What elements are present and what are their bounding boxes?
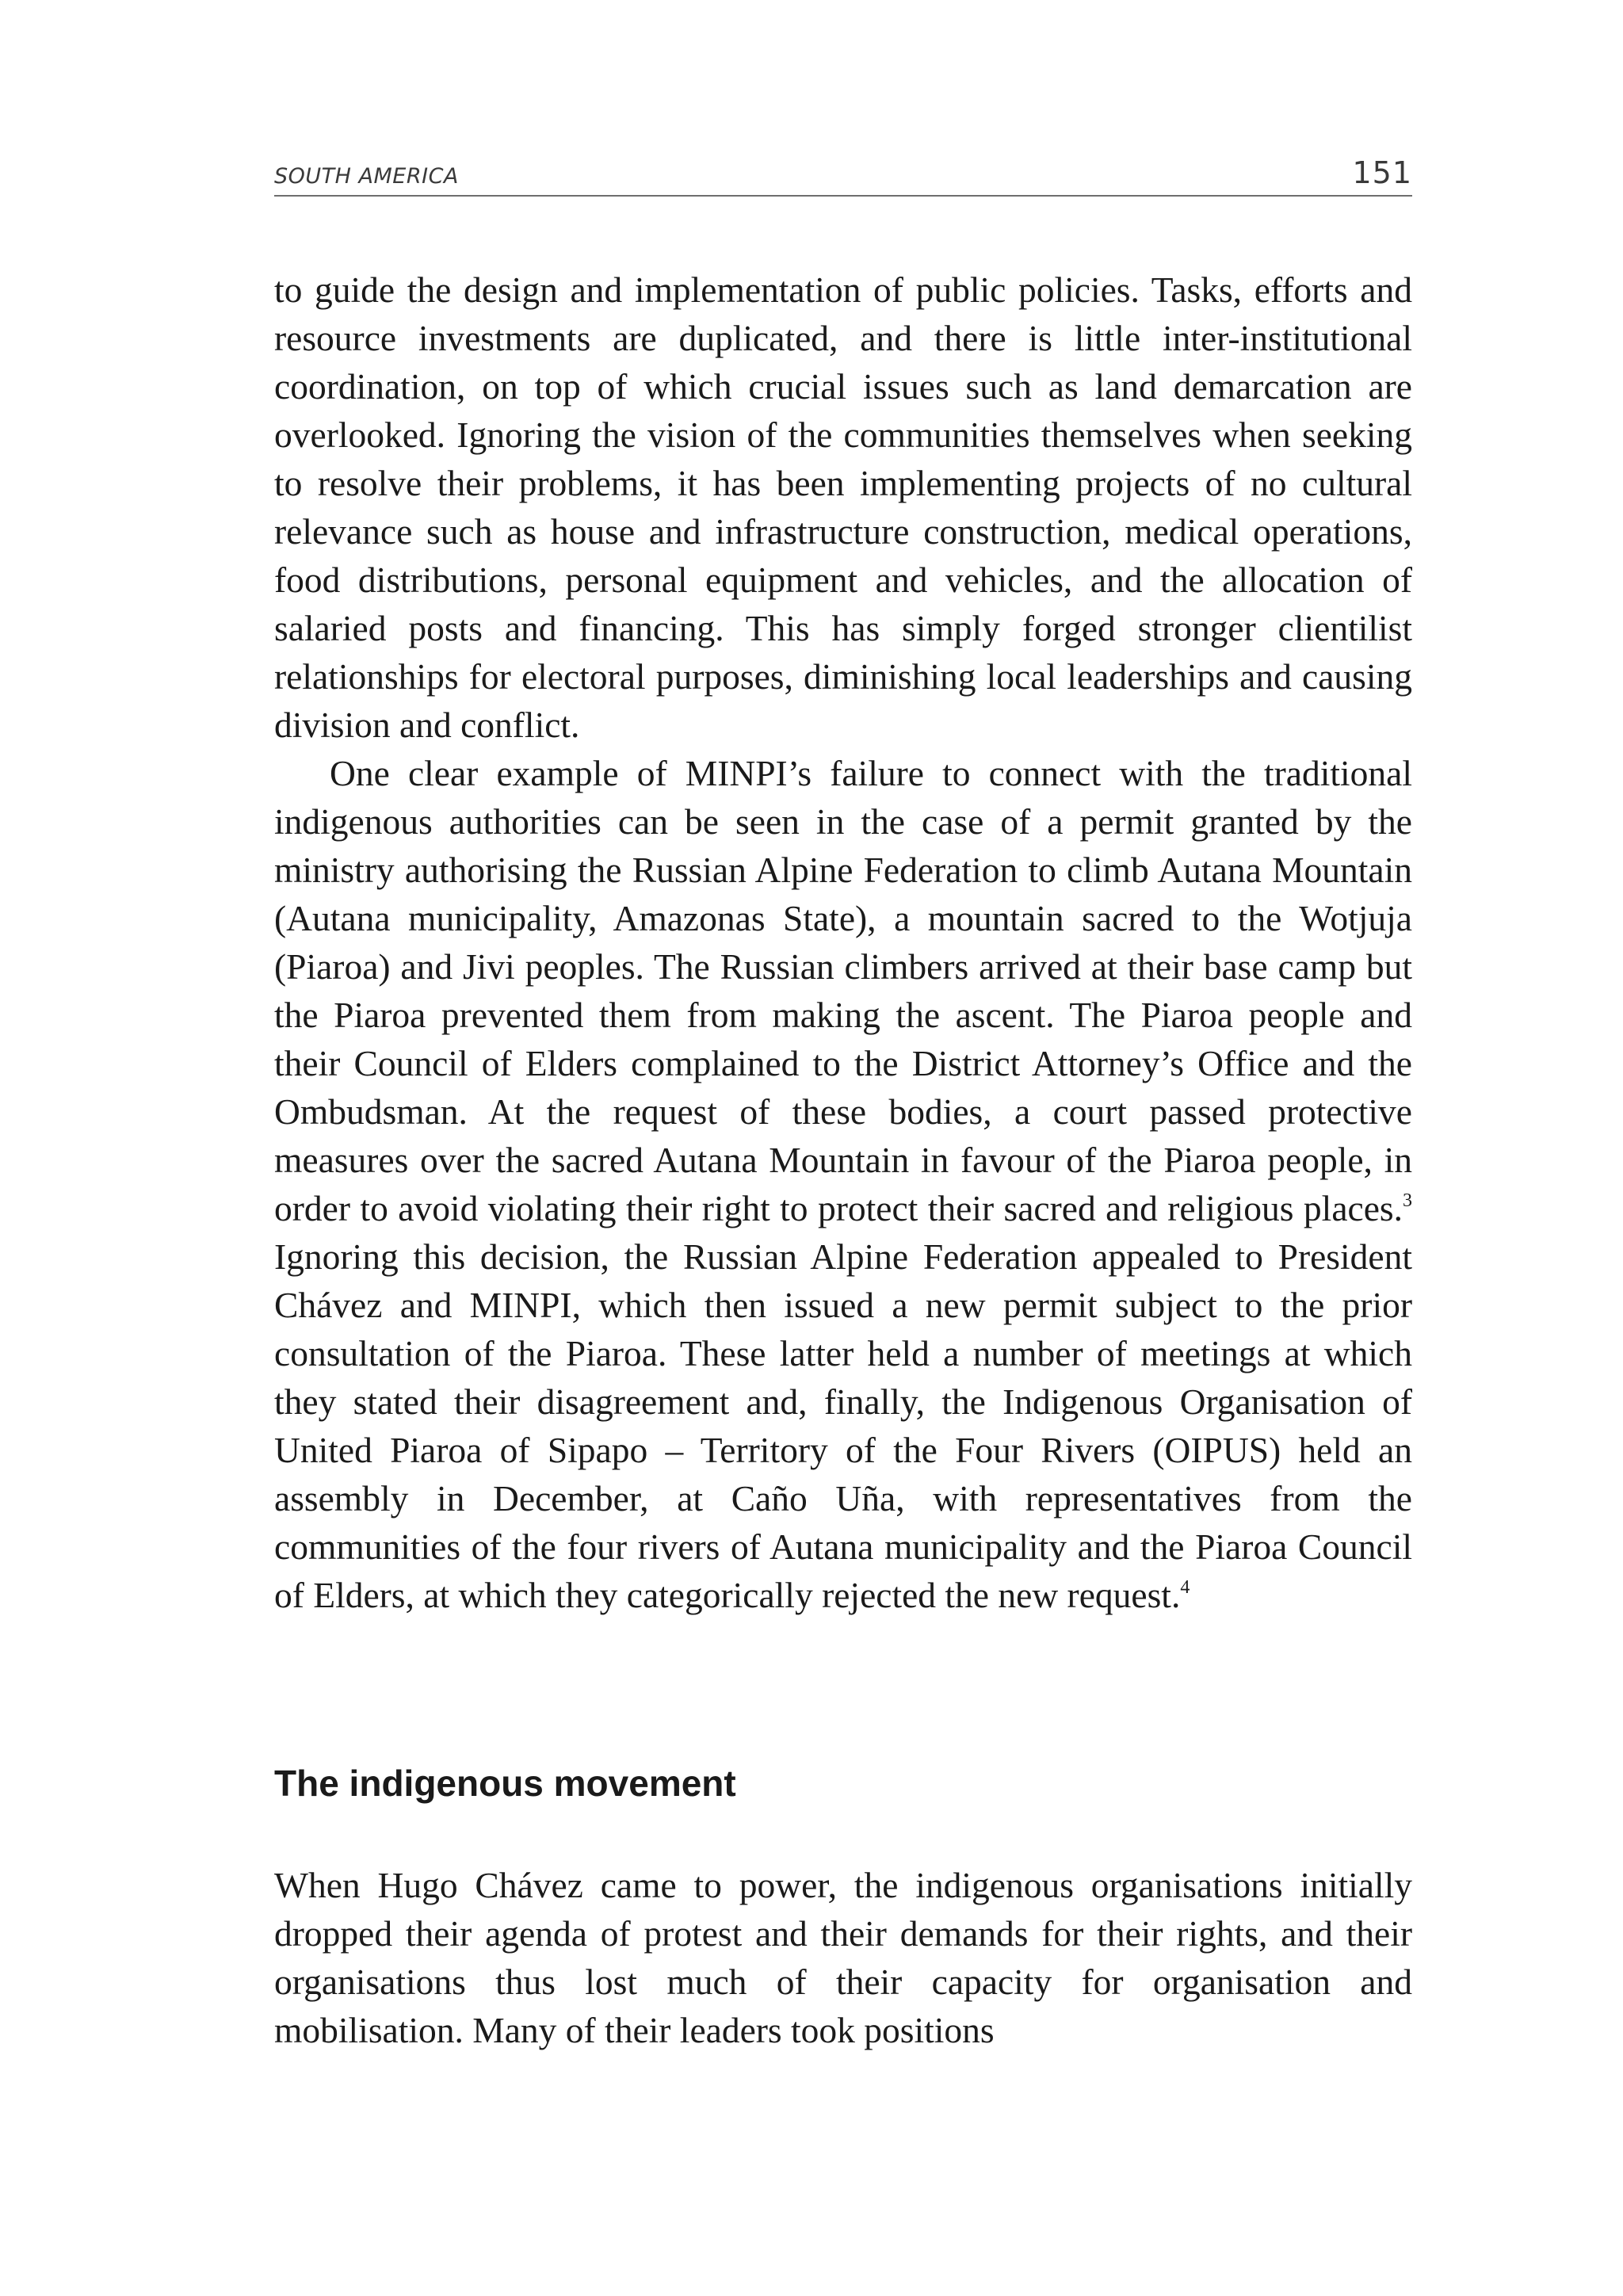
page-number: 151 [1352, 155, 1412, 190]
paragraph-text-part: One clear example of MINPI’s failure to connect with the traditional indigenous authorities can be seen in the case of a permit granted by the ministry authorising the Russian Alpine Federation to climb Autana Mountain (Autana municipality, Amazonas State), a mountain sacred to the Wotjuja (Piaroa) and Jivi peoples. The Russian climbers arrived at their base camp but the Piaroa prevented them from making the ascent. The Piaroa people and their Council of Elders complained to the District Attorney’s Office and the Ombudsman. At the request of these bodies, a court passed protective measures over the sacred Autana Mountain in favour of the Piaroa people, in order to avoid violating their right to protect their sacred and religious places. [274, 753, 1412, 1228]
footnote-ref-4[interactable]: 4 [1180, 1577, 1190, 1598]
paragraph-text-part: Ignoring this decision, the Russian Alpine Federation appealed to President Chávez and MINPI, which then issued a new permit subject to the prior consultation of the Piaroa. These latter held a number of meetings at which they stated their disagreement and, finally, the Indigenous Organisation of United Piaroa of Sipapo – Territory of the Four Rivers (OIPUS) held an assembly in December, at Caño Uña, with representatives from the communities of the four rivers of Autana municipality and the Piaroa Council of Elders, at which they categorically rejected the new request. [274, 1236, 1412, 1615]
body-text-lower [274, 1861, 1412, 2054]
paragraph-indigenous-movement: When Hugo Chávez came to power, the indigenous organisations initially dropped their agenda of protest and their demands for their rights, and their organisations thus lost much of their capacity for organisation and mobilisation. Many of their leaders took positions [274, 1865, 1412, 2050]
section-heading: The indigenous movement [274, 1763, 736, 1804]
running-title: SOUTH AMERICA [274, 164, 459, 189]
running-header [274, 152, 1412, 197]
footnote-ref-3[interactable]: 3 [1403, 1190, 1412, 1211]
body-text-upper [274, 266, 1412, 1619]
paragraph-continued: to guide the design and implementation of public policies. Tasks, efforts and resource investments are duplicated, and there is little inter-institutional coordination, on top of which crucial issues such as land demarcation are overlooked. Ignoring the vision of the communities themselves when seeking to resolve their problems, it has been implementing projects of no cultural relevance such as house and infrastructure construction, medical operations, food distributions, personal equipment and vehicles, and the allocation of salaried posts and financing. This has simply forged stronger clientilist relationships for electoral purposes, diminishing local leaderships and causing division and conflict. [274, 269, 1412, 745]
paragraph-autana-example [274, 749, 1412, 1619]
